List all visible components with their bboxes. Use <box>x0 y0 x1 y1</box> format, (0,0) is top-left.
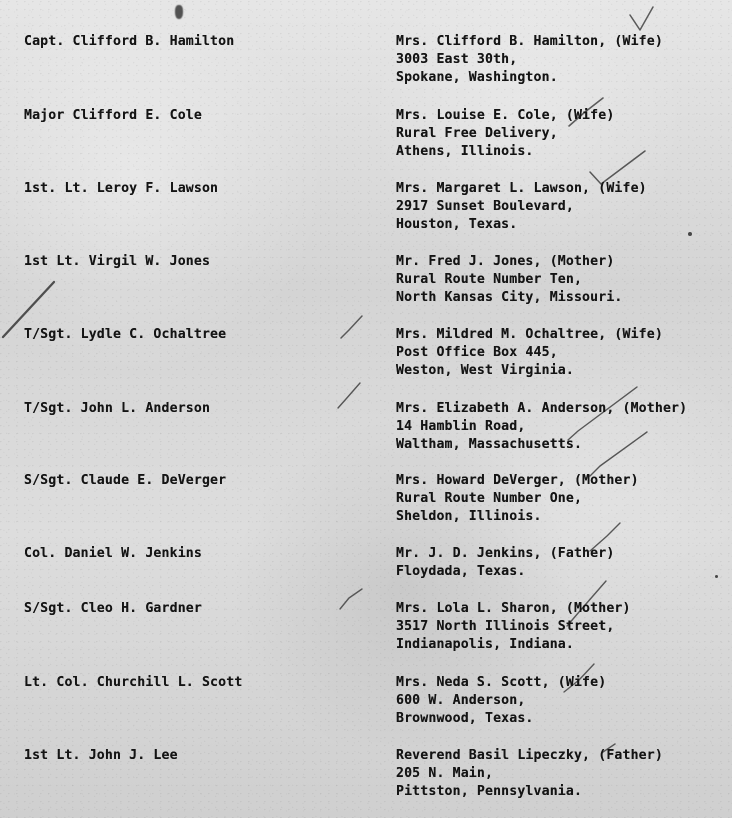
entry-address-11 <box>396 747 663 801</box>
address-line: Houston, Texas. <box>396 217 518 232</box>
entry-name-1: Capt. Clifford B. Hamilton <box>24 34 235 49</box>
entry-name-2: Major Clifford E. Cole <box>24 108 202 123</box>
entry-name-5: T/Sgt. Lydle C. Ochaltree <box>24 327 227 342</box>
address-line: North Kansas City, Missouri. <box>396 290 623 305</box>
entry-name-11: 1st Lt. John J. Lee <box>24 748 178 763</box>
address-line: 600 W. Anderson, <box>396 693 526 708</box>
entry-address-6 <box>396 400 687 454</box>
address-line: Mrs. Mildred M. Ochaltree, (Wife) <box>396 327 663 342</box>
address-line: Spokane, Washington. <box>396 70 558 85</box>
address-line: Mrs. Howard DeVerger, (Mother) <box>396 473 639 488</box>
address-line: 14 Hamblin Road, <box>396 419 526 434</box>
entry-address-4 <box>396 253 623 307</box>
entry-name-4: 1st Lt. Virgil W. Jones <box>24 254 211 269</box>
address-line: Post Office Box 445, <box>396 345 558 360</box>
address-line: Mrs. Louise E. Cole, (Wife) <box>396 108 615 123</box>
address-line: Mrs. Margaret L. Lawson, (Wife) <box>396 181 647 196</box>
address-line: Mrs. Elizabeth A. Anderson, (Mother) <box>396 401 688 416</box>
ink-smudge <box>175 5 183 19</box>
address-line: Mrs. Clifford B. Hamilton, (Wife) <box>396 34 663 49</box>
entry-address-10 <box>396 674 606 728</box>
address-line: 2917 Sunset Boulevard, <box>396 199 574 214</box>
address-line: Mr. J. D. Jenkins, (Father) <box>396 546 615 561</box>
entry-address-3 <box>396 180 647 234</box>
address-line: 3003 East 30th, <box>396 52 518 67</box>
address-line: Athens, Illinois. <box>396 144 534 159</box>
address-line: Indianapolis, Indiana. <box>396 637 574 652</box>
ink-dot <box>715 575 718 578</box>
address-line: 205 N. Main, <box>396 766 494 781</box>
address-line: Brownwood, Texas. <box>396 711 534 726</box>
address-line: Weston, West Virginia. <box>396 363 574 378</box>
address-line: Floydada, Texas. <box>396 564 526 579</box>
entry-name-3: 1st. Lt. Leroy F. Lawson <box>24 181 219 196</box>
address-line: Waltham, Massachusetts. <box>396 437 583 452</box>
entry-address-2 <box>396 107 614 161</box>
entry-name-10: Lt. Col. Churchill L. Scott <box>24 675 243 690</box>
entry-address-5 <box>396 326 663 380</box>
address-line: Mrs. Neda S. Scott, (Wife) <box>396 675 607 690</box>
address-line: Rural Route Number One, <box>396 491 583 506</box>
ink-dot <box>688 232 692 236</box>
entry-address-7 <box>396 472 639 526</box>
entry-name-7: S/Sgt. Claude E. DeVerger <box>24 473 227 488</box>
entry-address-8 <box>396 545 614 581</box>
entry-name-9: S/Sgt. Cleo H. Gardner <box>24 601 202 616</box>
entry-name-8: Col. Daniel W. Jenkins <box>24 546 202 561</box>
address-line: Reverend Basil Lipeczky, (Father) <box>396 748 663 763</box>
address-line: Mr. Fred J. Jones, (Mother) <box>396 254 615 269</box>
address-line: 3517 North Illinois Street, <box>396 619 615 634</box>
entry-address-1 <box>396 33 663 87</box>
entry-address-9 <box>396 600 631 654</box>
entry-name-6: T/Sgt. John L. Anderson <box>24 401 211 416</box>
address-line: Rural Route Number Ten, <box>396 272 583 287</box>
address-line: Sheldon, Illinois. <box>396 509 542 524</box>
address-line: Rural Free Delivery, <box>396 126 558 141</box>
address-line: Mrs. Lola L. Sharon, (Mother) <box>396 601 631 616</box>
address-line: Pittston, Pennsylvania. <box>396 784 583 799</box>
